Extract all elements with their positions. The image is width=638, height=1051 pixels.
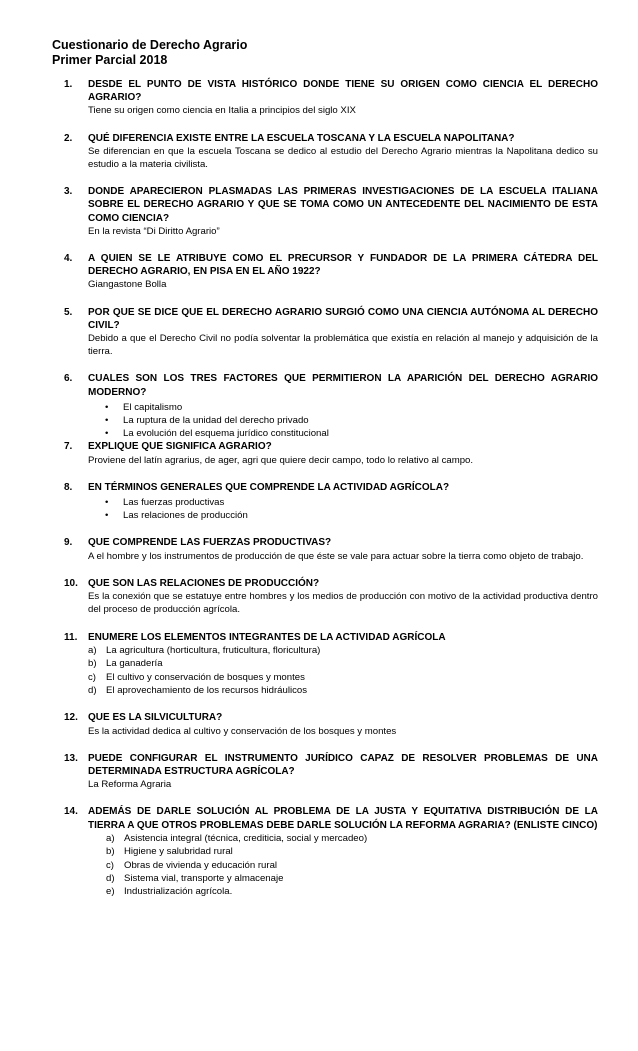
answer-text: Giangastone Bolla: [88, 279, 167, 291]
question-text: QUÉ DIFERENCIA EXISTE ENTRE LA ESCUELA TOSCANA Y LA ESCUELA NAPOLITANA?: [88, 132, 515, 144]
bullet-list: [88, 401, 598, 441]
question-number: 12.: [64, 712, 78, 724]
list-item: [88, 509, 598, 522]
list-item: [88, 832, 598, 845]
question-number: 5.: [64, 306, 73, 318]
question-2: [52, 132, 598, 172]
question-number: 9.: [64, 537, 73, 549]
list-letter: b): [88, 658, 97, 670]
answer-text: Es la actividad dedica al cultivo y conservación de los bosques y montes: [88, 725, 397, 737]
question-number: 3.: [64, 186, 73, 198]
answer-text: Es la conexión que se estatuye entre hombres y los medios de producción con motivo de la actividad productiva dentro del proceso de producción agrícola.: [88, 591, 598, 616]
question-8: [52, 481, 598, 523]
question-9: [52, 536, 598, 562]
question-text: DONDE APARECIERON PLASMADAS LAS PRIMERAS INVESTIGACIONES DE LA ESCUELA ITALIANA SOBRE EL DERECHO AGRARIO Y QUE SE TOMA COMO UN ANTECEDENTE DEL NACIMIENTO DE ESTA COMO CIENCIA?: [88, 186, 598, 224]
question-text: POR QUE SE DICE QUE EL DERECHO AGRARIO SURGIÓ COMO UNA CIENCIA AUTÓNOMA AL DERECHO CIVIL?: [88, 306, 598, 331]
question-text: CUALES SON LOS TRES FACTORES QUE PERMITIERON LA APARICIÓN DEL DERECHO AGRARIO MODERNO?: [88, 373, 598, 398]
question-text: DESDE EL PUNTO DE VISTA HISTÓRICO DONDE TIENE SU ORIGEN COMO CIENCIA EL DERECHO AGRARIO?: [88, 79, 598, 104]
question-14: [52, 805, 598, 898]
question-number: 8.: [64, 481, 73, 493]
question-5: [52, 306, 598, 359]
bullet-icon: •: [105, 497, 109, 509]
list-item-text: Las relaciones de producción: [123, 510, 248, 522]
list-item-text: Obras de vivienda y educación rural: [124, 859, 278, 871]
list-letter: d): [88, 684, 97, 696]
question-3: [52, 185, 598, 238]
question-number: 1.: [64, 79, 73, 90]
question-11: [52, 631, 598, 698]
question-text: QUE COMPRENDE LAS FUERZAS PRODUCTIVAS?: [88, 537, 332, 549]
list-letter: c): [106, 859, 114, 871]
list-item: [88, 427, 598, 440]
document-subtitle: Primer Parcial 2018: [52, 53, 168, 67]
list-item-text: Las fuerzas productivas: [123, 497, 225, 509]
lettered-list: [88, 832, 598, 899]
question-text: ADEMÁS DE DARLE SOLUCIÓN AL PROBLEMA DE LA JUSTA Y EQUITATIVA DISTRIBUCIÓN DE LA TIERRA A QUE OTROS PROBLEMAS DEBE DARLE SOLUCIÓN LA REFORMA AGRARIA? (ENLISTE CINCO): [88, 806, 598, 831]
answer-text: A el hombre y los instrumentos de producción de que éste se vale para actuar sobre la tierra como objeto de trabajo.: [88, 550, 584, 562]
question-number: 6.: [64, 373, 73, 385]
document-title: Cuestionario de Derecho Agrario: [52, 38, 248, 52]
question-text: QUE SON LAS RELACIONES DE PRODUCCIÓN?: [88, 577, 320, 589]
question-1: [52, 78, 598, 118]
question-number: 10.: [64, 577, 78, 589]
list-item-text: El capitalismo: [123, 401, 183, 413]
bullet-icon: •: [105, 401, 109, 413]
list-item-text: Sistema vial, transporte y almacenaje: [124, 872, 284, 884]
question-text: EN TÉRMINOS GENERALES QUE COMPRENDE LA ACTIVIDAD AGRÍCOLA?: [88, 481, 450, 493]
list-item: [88, 872, 598, 885]
question-12: [52, 711, 598, 737]
list-item: [88, 414, 598, 427]
list-item-text: Higiene y salubridad rural: [124, 846, 233, 858]
answer-text: Se diferencian en que la escuela Toscana se dedico al estudio del Derecho Agrario mientras la Napolitana dedico su estudio a la materia civilista.: [88, 145, 598, 171]
lettered-list: [88, 644, 598, 698]
list-item-text: La ruptura de la unidad del derecho privado: [123, 415, 309, 427]
question-text: A QUIEN SE LE ATRIBUYE COMO EL PRECURSOR Y FUNDADOR DE LA PRIMERA CÁTEDRA DEL DERECHO AGRARIO, EN PISA EN EL AÑO 1922?: [88, 253, 598, 278]
answer-text: La Reforma Agraria: [88, 779, 172, 791]
question-6: [52, 372, 598, 440]
answer-text: Tiene su origen como ciencia en Italia a principios del siglo XIX: [88, 105, 356, 117]
list-item: [88, 496, 598, 509]
list-item-text: El cultivo y conservación de bosques y montes: [106, 671, 305, 683]
question-10: [52, 577, 598, 617]
list-item-text: Industrialización agrícola.: [124, 886, 233, 898]
list-item-text: La evolución del esquema jurídico constitucional: [123, 428, 329, 440]
list-letter: a): [88, 644, 97, 656]
list-item: [88, 859, 598, 872]
answer-text: En la revista “Di Diritto Agrario”: [88, 225, 220, 237]
list-item: [88, 684, 598, 697]
bullet-list: [88, 496, 598, 522]
question-text: ENUMERE LOS ELEMENTOS INTEGRANTES DE LA ACTIVIDAD AGRÍCOLA: [88, 631, 446, 643]
list-item: [88, 644, 598, 657]
list-letter: e): [106, 886, 115, 898]
question-number: 14.: [64, 806, 78, 818]
question-number: 4.: [64, 253, 73, 265]
question-4: [52, 252, 598, 292]
list-letter: a): [106, 832, 115, 844]
question-number: 11.: [64, 631, 78, 643]
question-number: 7.: [64, 441, 73, 453]
list-item: [88, 657, 598, 670]
list-item: [88, 401, 598, 414]
question-text: QUE ES LA SILVICULTURA?: [88, 712, 223, 724]
list-letter: d): [106, 872, 115, 884]
list-letter: c): [88, 671, 96, 683]
list-item-text: La agricultura (horticultura, fruticultura, floricultura): [106, 644, 321, 656]
question-7: [52, 440, 598, 466]
question-list: [52, 78, 598, 899]
list-letter: b): [106, 846, 115, 858]
question-number: 2.: [64, 132, 73, 144]
bullet-icon: •: [105, 428, 109, 440]
question-text: PUEDE CONFIGURAR EL INSTRUMENTO JURÍDICO CAPAZ DE RESOLVER PROBLEMAS DE UNA DETERMINADA ESTRUCTURA AGRÍCOLA?: [88, 752, 598, 777]
question-number: 13.: [64, 752, 78, 764]
list-item: [88, 885, 598, 898]
list-item-text: El aprovechamiento de los recursos hidráulicos: [106, 684, 308, 696]
bullet-icon: •: [105, 415, 109, 427]
list-item: [88, 671, 598, 684]
bullet-icon: •: [105, 510, 109, 522]
answer-text: Debido a que el Derecho Civil no podía solventar la problemática que existía en relación al manejo y adquisición de la tierra.: [88, 333, 598, 358]
list-item: [88, 845, 598, 858]
question-text: EXPLIQUE QUE SIGNIFICA AGRARIO?: [88, 441, 272, 453]
question-13: [52, 752, 598, 792]
answer-text: Proviene del latín agrarius, de ager, agri que quiere decir campo, todo lo relativo al campo.: [88, 454, 474, 466]
list-item-text: Asistencia integral (técnica, crediticia, social y mercadeo): [124, 832, 368, 844]
list-item-text: La ganadería: [106, 658, 163, 670]
